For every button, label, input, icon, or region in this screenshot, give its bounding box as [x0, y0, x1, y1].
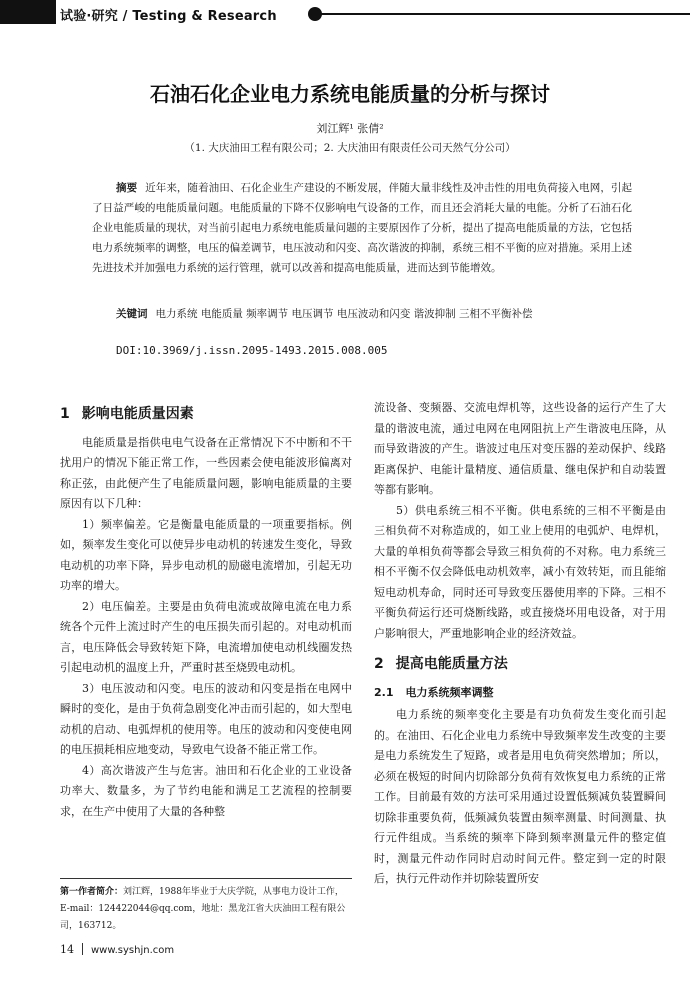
- section-number: 1: [60, 406, 70, 422]
- page-footer: [60, 943, 174, 956]
- author-footnote: [60, 884, 352, 935]
- journal-url: www.syshjn.com: [91, 945, 175, 956]
- footer-separator: [82, 943, 83, 955]
- doi: DOI:10.3969/j.issn.2095-1493.2015.008.005: [116, 344, 388, 357]
- keywords-text: 电力系统 电能质量 频率调节 电压调节 电压波动和闪变 谐波抑制 三相不平衡补偿: [155, 308, 533, 320]
- page-number: 14: [60, 943, 74, 956]
- section-number: 2: [374, 656, 384, 672]
- paragraph: 2）电压偏差。主要是由负荷电流或故障电流在电力系统各个元件上流过时产生的电压损失而引起的。对电动机而言，电压降低会导致转矩下降，电流增加使电动机线圈发热引起电动机的温度上升，严重时甚至烧毁电动机。: [60, 599, 352, 674]
- abstract-text: 近年来，随着油田、石化企业生产建设的不断发展，伴随大量非线性及冲击性的用电负荷接入电网，引起了日益严峻的电能质量问题。电能质量的下降不仅影响电气设备的工作，而且还会消耗大量的电能。分析了石油石化企业电能质量的现状，对当前引起电力系统电能质量问题的主要原因作了分析，提出了提高电能质量的方法，它包括电力系统频率的调整，电压的偏差调节，电压波动和闪变、高次谐波的抑制，系统三相不平衡的应对措施。采用上述先进技术并加强电力系统的运行管理，就可以改善和提高电能质量，进而达到节能增效。: [92, 182, 632, 274]
- paragraph: 电力系统的频率变化主要是有功负荷发生变化而引起的。在油田、石化企业电力系统中导致频率发生改变的主要是电力系统发生了短路，或者是用电负荷突然增加；所以，必须在极短的时间内切除部分负荷有效恢复电力系统的正常工作。目前最有效的方法可采用通过设置低频减负装置瞬间切除非重要负荷，低频减负装置由频率测量、时间测量、执行元件组成。当系统的频率下降到频率测量元件的整定值时，测量元件动作同时启动时间元件。整定到一定的时限后，执行元件动作并切除装置所安: [374, 708, 666, 885]
- paragraph: 4）高次谐波产生与危害。油田和石化企业的工业设备功率大、数量多，为了节约电能和满足工艺流程的控制要求，在生产中使用了大量的各种整: [60, 763, 352, 818]
- right-column: [374, 398, 666, 890]
- keywords: [92, 304, 632, 324]
- subsection-heading-2-1: [374, 683, 666, 704]
- article-title: 石油石化企业电力系统电能质量的分析与探讨: [150, 82, 550, 106]
- header-rule: [320, 13, 690, 15]
- footnote-text: 刘江辉，1988年毕业于大庆学院，从事电力设计工作，E-mail：124422044@qq.com，地址：黑龙江省大庆油田工程有限公司，163712。: [60, 887, 346, 931]
- section-title: 提高电能质量方法: [395, 656, 508, 672]
- subsection-title: 电力系统频率调整: [405, 685, 494, 699]
- footnote-label: 第一作者简介：: [60, 887, 124, 897]
- keywords-label: 关键词: [116, 308, 148, 320]
- subsection-number: 2.1: [374, 685, 394, 699]
- running-header: [0, 0, 700, 30]
- header-black-block: [0, 0, 56, 24]
- paragraph: 3）电压波动和闪变。电压的波动和闪变是指在电网中瞬时的变化，是由于负荷急剧变化冲击而引起的，如大型电动机的启动、电弧焊机的使用等。电压的波动和闪变使电网的电压损耗相应地变动，导致电气设备不能正常工作。: [60, 681, 352, 756]
- paragraph: 1）频率偏差。它是衡量电能质量的一项重要指标。例如，频率发生变化可以使异步电动机的转速发生变化，导致电动机的功率下降，异步电动机的励磁电流增加，引起无功功率的增大。: [60, 517, 352, 592]
- paragraph: 电能质量是指供电电气设备在正常情况下不中断和不干扰用户的情况下能正常工作，一些因素会使电能波形偏离对称正弦，由此便产生了电能质量问题，影响电能质量的主要原因有以下几种：: [60, 435, 352, 510]
- abstract: [92, 178, 632, 278]
- section-heading-2: [374, 654, 666, 675]
- left-column: [60, 400, 352, 822]
- authors: 刘江辉¹ 张倩²: [316, 122, 384, 135]
- header-section-label: 试验·研究 / Testing & Research: [60, 9, 277, 24]
- section-heading-1: [60, 404, 352, 425]
- paragraph: 5）供电系统三相不平衡。供电系统的三相不平衡是由三相负荷不对称造成的，如工业上使用的电弧炉、电焊机，大量的单相负荷等都会导致三相负荷的不对称。电力系统三相不平衡不仅会降低电动机效率，减小有效转矩，而且能缩短电动机寿命，同时还可导致变压器使用率的下降。三相不平衡负荷运行还可烧断线路，或直接烧坏用电设备，对于用户影响很大，严重地影响企业的经济效益。: [374, 503, 666, 640]
- section-title: 影响电能质量因素: [81, 406, 194, 422]
- affiliations: （1. 大庆油田工程有限公司；2. 大庆油田有限责任公司天然气分公司）: [184, 142, 516, 154]
- abstract-label: 摘要: [116, 182, 138, 194]
- footnote-rule: [60, 878, 352, 879]
- paragraph: 流设备、变频器、交流电焊机等，这些设备的运行产生了大量的谐波电流，通过电网在电网阻抗上产生谐波电压降，从而导致谐波的产生。谐波过电压对变压器的差动保护、线路距离保护、电能计量精度、通信质量、继电保护和自动装置等都有影响。: [374, 401, 666, 496]
